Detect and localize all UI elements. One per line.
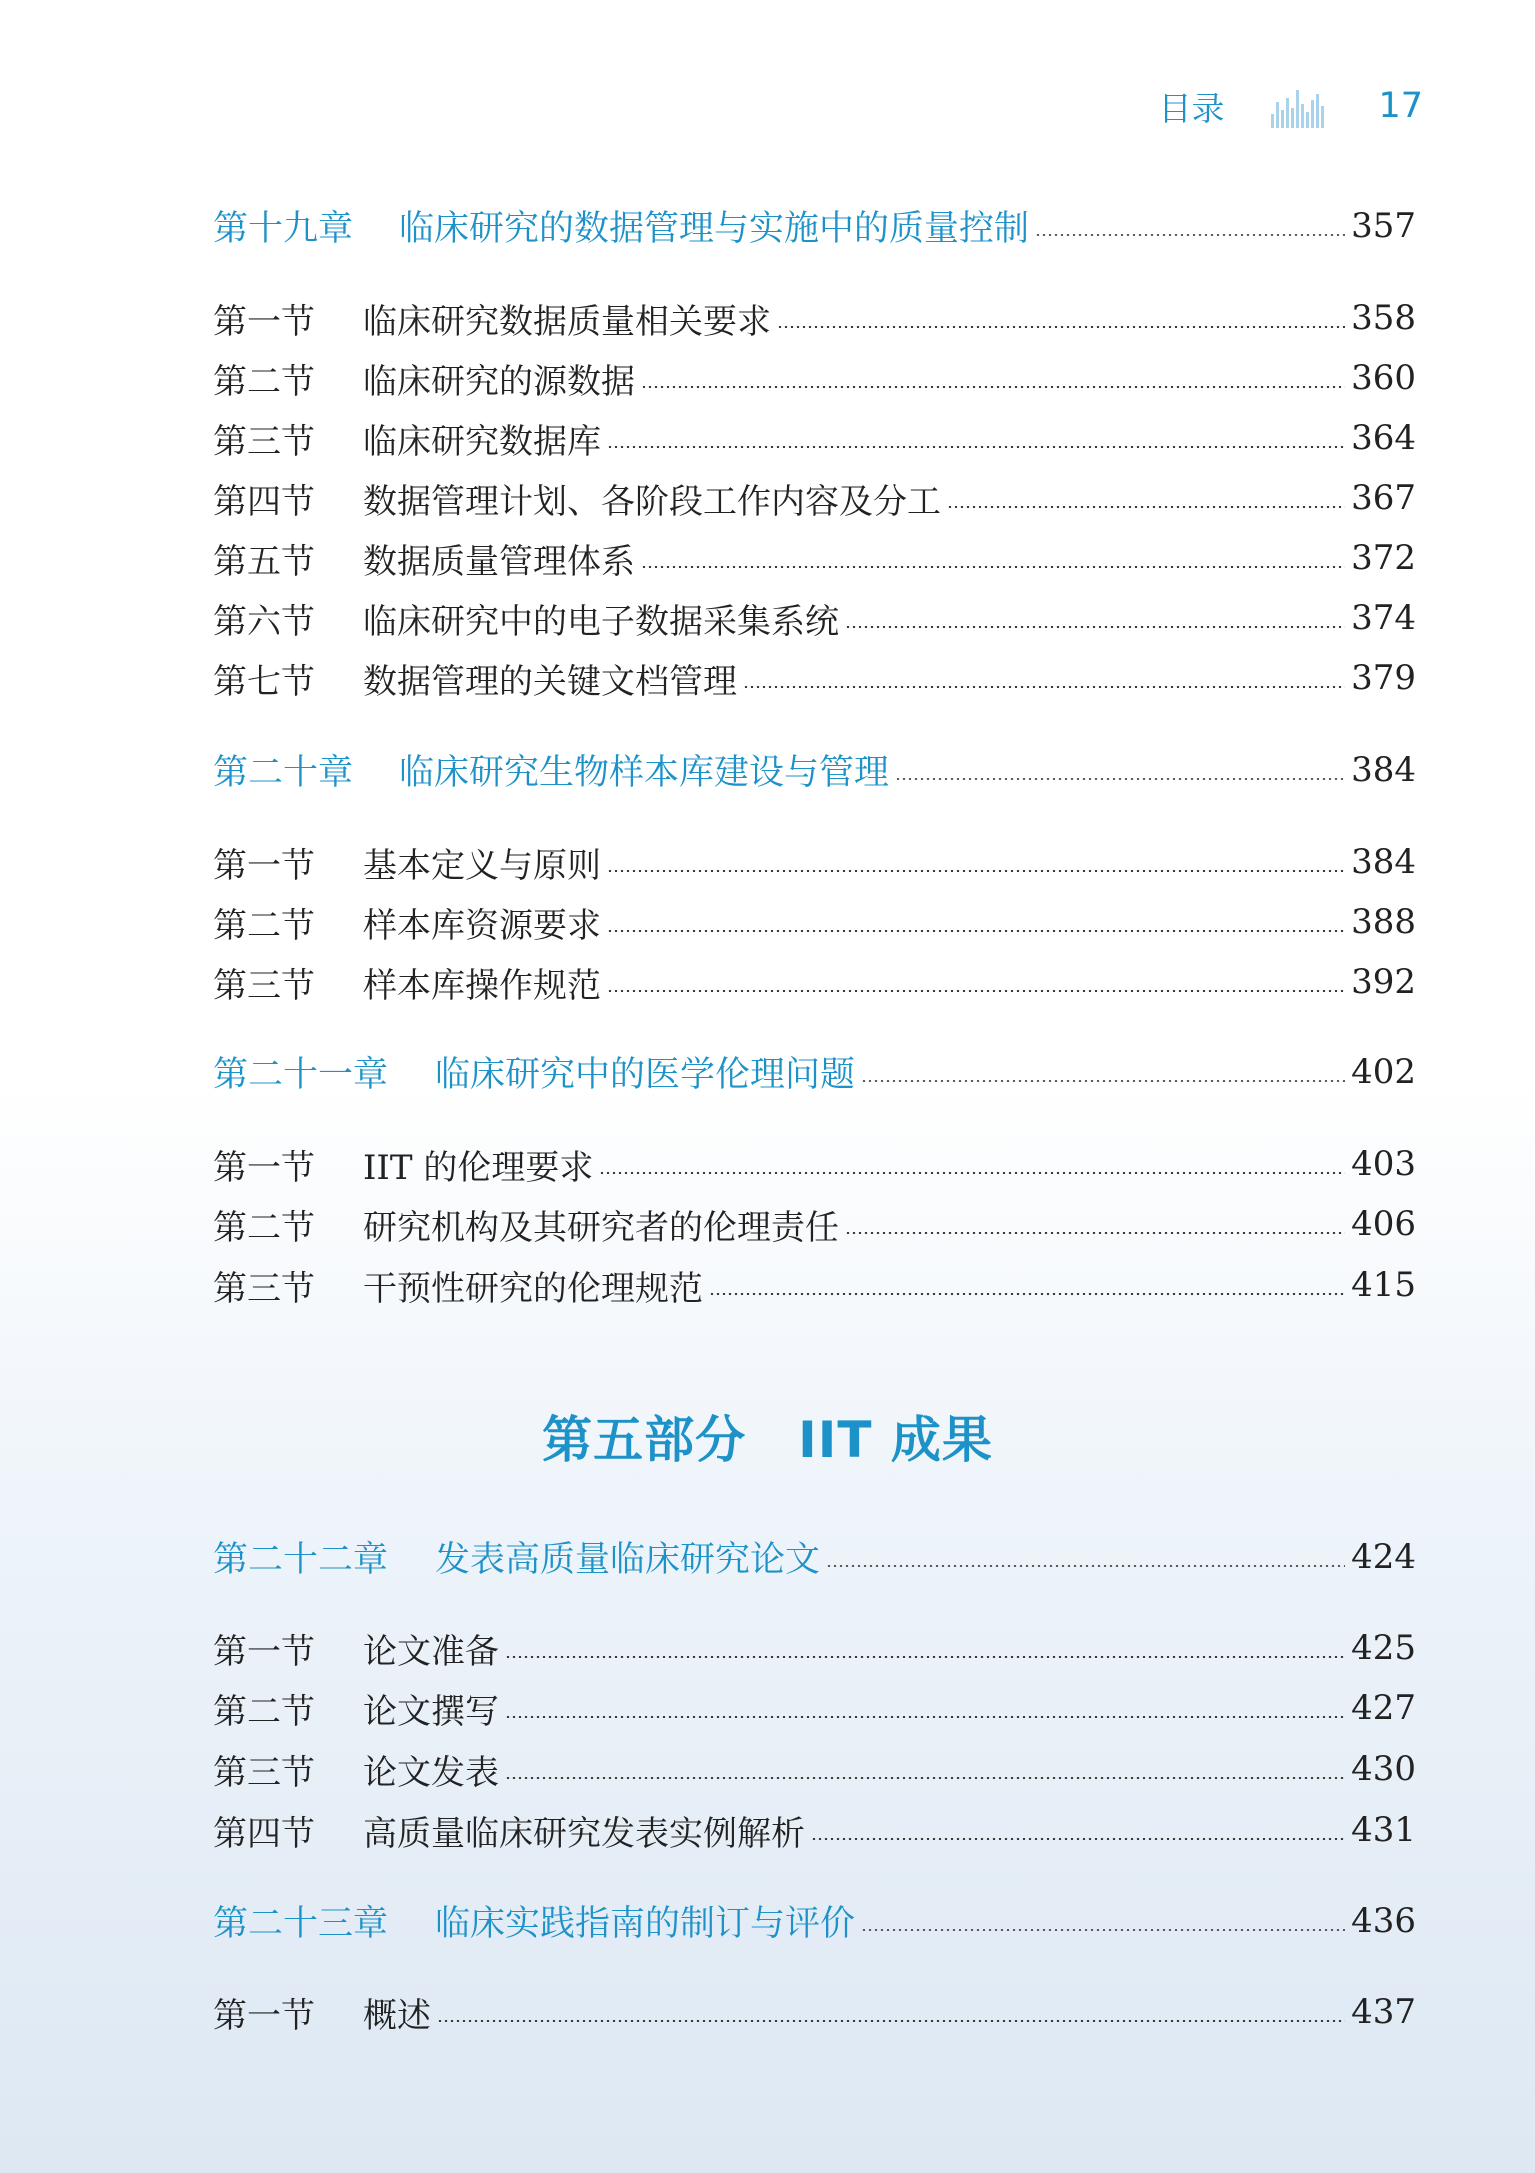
section-title: 论文撰写 (363, 1691, 499, 1732)
page-number: 436 (1351, 1901, 1416, 1941)
section-title: 临床研究数据库 (363, 421, 601, 462)
section-number: 第三节 (213, 1752, 315, 1793)
toc-section[interactable] (213, 1678, 1416, 1738)
section-title: 干预性研究的伦理规范 (363, 1268, 703, 1309)
section-title: 临床研究中的电子数据采集系统 (363, 601, 839, 642)
toc-section[interactable] (213, 1982, 1416, 2042)
chapter-title: 发表高质量临床研究论文 (435, 1540, 821, 1580)
section-number: 第一节 (213, 1147, 315, 1188)
toc-section[interactable] (213, 408, 1416, 468)
dot-leader (607, 930, 1345, 932)
toc-chapter[interactable] (213, 1527, 1416, 1587)
section-title: 临床研究的源数据 (363, 361, 635, 402)
toc-section[interactable] (213, 1194, 1416, 1254)
section-title: 基本定义与原则 (363, 845, 601, 886)
running-header (1158, 78, 1423, 134)
section-title: 论文发表 (363, 1752, 499, 1793)
section-number: 第六节 (213, 601, 315, 642)
dot-leader (826, 1565, 1345, 1567)
dot-leader (861, 1929, 1345, 1931)
page-number: 427 (1351, 1688, 1416, 1728)
page-number: 384 (1351, 750, 1416, 790)
chapter-title: 临床研究中的医学伦理问题 (435, 1055, 856, 1095)
page-number: 430 (1351, 1749, 1416, 1789)
dot-leader (709, 1293, 1345, 1295)
page-number: 437 (1351, 1992, 1416, 2032)
page-number: 367 (1351, 478, 1416, 518)
dot-leader (1035, 234, 1345, 236)
dot-leader (641, 566, 1345, 568)
page-number: 379 (1351, 658, 1416, 698)
toc-section[interactable] (213, 1739, 1416, 1799)
page-number: 402 (1351, 1052, 1416, 1092)
section-title: 样本库操作规范 (363, 965, 601, 1006)
section-number: 第二节 (213, 361, 315, 402)
page-number: 358 (1351, 298, 1416, 338)
chapter-title: 临床研究生物样本库建设与管理 (399, 753, 890, 793)
page-number: 372 (1351, 538, 1416, 578)
section-number: 第三节 (213, 965, 315, 1006)
toc-section[interactable] (213, 1618, 1416, 1678)
toc-section[interactable] (213, 348, 1416, 408)
header-label: 目录 (1158, 88, 1225, 128)
dot-leader (599, 1172, 1345, 1174)
page-number: 403 (1351, 1144, 1416, 1184)
chapter-number: 第二十三章 (213, 1904, 389, 1944)
dot-leader (845, 1232, 1345, 1234)
section-number: 第三节 (213, 1268, 315, 1309)
dot-leader (437, 2020, 1345, 2022)
dot-leader (743, 686, 1345, 688)
part-number: 第五部分 (542, 1411, 747, 1469)
dot-leader (505, 1716, 1345, 1718)
section-title: 高质量临床研究发表实例解析 (363, 1813, 805, 1854)
chapter-title: 临床研究的数据管理与实施中的质量控制 (399, 209, 1030, 249)
dot-leader (607, 870, 1345, 872)
dot-leader (777, 326, 1345, 328)
section-number: 第七节 (213, 661, 315, 702)
toc-section[interactable] (213, 648, 1416, 708)
page-number: 364 (1351, 418, 1416, 458)
toc-section[interactable] (213, 528, 1416, 588)
section-number: 第二节 (213, 1207, 315, 1248)
dot-leader (811, 1838, 1345, 1840)
section-number: 第五节 (213, 541, 315, 582)
section-number: 第二节 (213, 1691, 315, 1732)
dot-leader (505, 1656, 1345, 1658)
section-title: 数据质量管理体系 (363, 541, 635, 582)
page-number: 415 (1351, 1265, 1416, 1305)
toc-section[interactable] (213, 832, 1416, 892)
chapter-number: 第二十一章 (213, 1055, 389, 1095)
chapter-number: 第十九章 (213, 209, 354, 249)
page-number: 425 (1351, 1628, 1416, 1668)
bar-graphic-icon (1270, 80, 1328, 132)
chapter-title: 临床实践指南的制订与评价 (435, 1904, 856, 1944)
page-number: 431 (1351, 1810, 1416, 1850)
dot-leader (861, 1080, 1345, 1082)
dot-leader (845, 626, 1345, 628)
page-number: 384 (1351, 842, 1416, 882)
dot-leader (505, 1777, 1345, 1779)
section-title: 概述 (363, 1995, 431, 2036)
dot-leader (947, 506, 1345, 508)
page-number: 392 (1351, 962, 1416, 1002)
toc-section[interactable] (213, 892, 1416, 952)
toc-section[interactable] (213, 1800, 1416, 1860)
section-number: 第一节 (213, 1631, 315, 1672)
section-title: IIT 的伦理要求 (363, 1147, 594, 1188)
dot-leader (607, 990, 1345, 992)
chapter-number: 第二十二章 (213, 1540, 389, 1580)
page-number: 406 (1351, 1204, 1416, 1244)
part-title: IIT 成果 (798, 1411, 993, 1469)
section-number: 第四节 (213, 481, 315, 522)
chapter-number: 第二十章 (213, 753, 354, 793)
section-number: 第四节 (213, 1813, 315, 1854)
toc-section[interactable] (213, 588, 1416, 648)
toc-section[interactable] (213, 952, 1416, 1012)
toc-section[interactable] (213, 1134, 1416, 1194)
toc-chapter[interactable] (213, 196, 1416, 256)
section-title: 论文准备 (363, 1631, 499, 1672)
toc-chapter[interactable] (213, 1042, 1416, 1102)
section-number: 第一节 (213, 845, 315, 886)
section-number: 第二节 (213, 905, 315, 946)
section-number: 第三节 (213, 421, 315, 462)
toc-section[interactable] (213, 468, 1416, 528)
page-number: 360 (1351, 358, 1416, 398)
section-title: 数据管理计划、各阶段工作内容及分工 (363, 481, 941, 522)
section-title: 数据管理的关键文档管理 (363, 661, 737, 702)
section-title: 样本库资源要求 (363, 905, 601, 946)
dot-leader (895, 778, 1345, 780)
section-title: 研究机构及其研究者的伦理责任 (363, 1207, 839, 1248)
page-number: 424 (1351, 1537, 1416, 1577)
page-number: 357 (1351, 206, 1416, 246)
toc-section[interactable] (213, 1255, 1416, 1315)
header-page-number: 17 (1378, 86, 1423, 126)
toc-chapter[interactable] (213, 740, 1416, 800)
part-heading (0, 1400, 1535, 1472)
dot-leader (607, 446, 1345, 448)
page-number: 374 (1351, 598, 1416, 638)
section-number: 第一节 (213, 301, 315, 342)
toc-section[interactable] (213, 288, 1416, 348)
toc-chapter[interactable] (213, 1891, 1416, 1951)
dot-leader (641, 386, 1345, 388)
page-number: 388 (1351, 902, 1416, 942)
section-number: 第一节 (213, 1995, 315, 2036)
section-title: 临床研究数据质量相关要求 (363, 301, 771, 342)
